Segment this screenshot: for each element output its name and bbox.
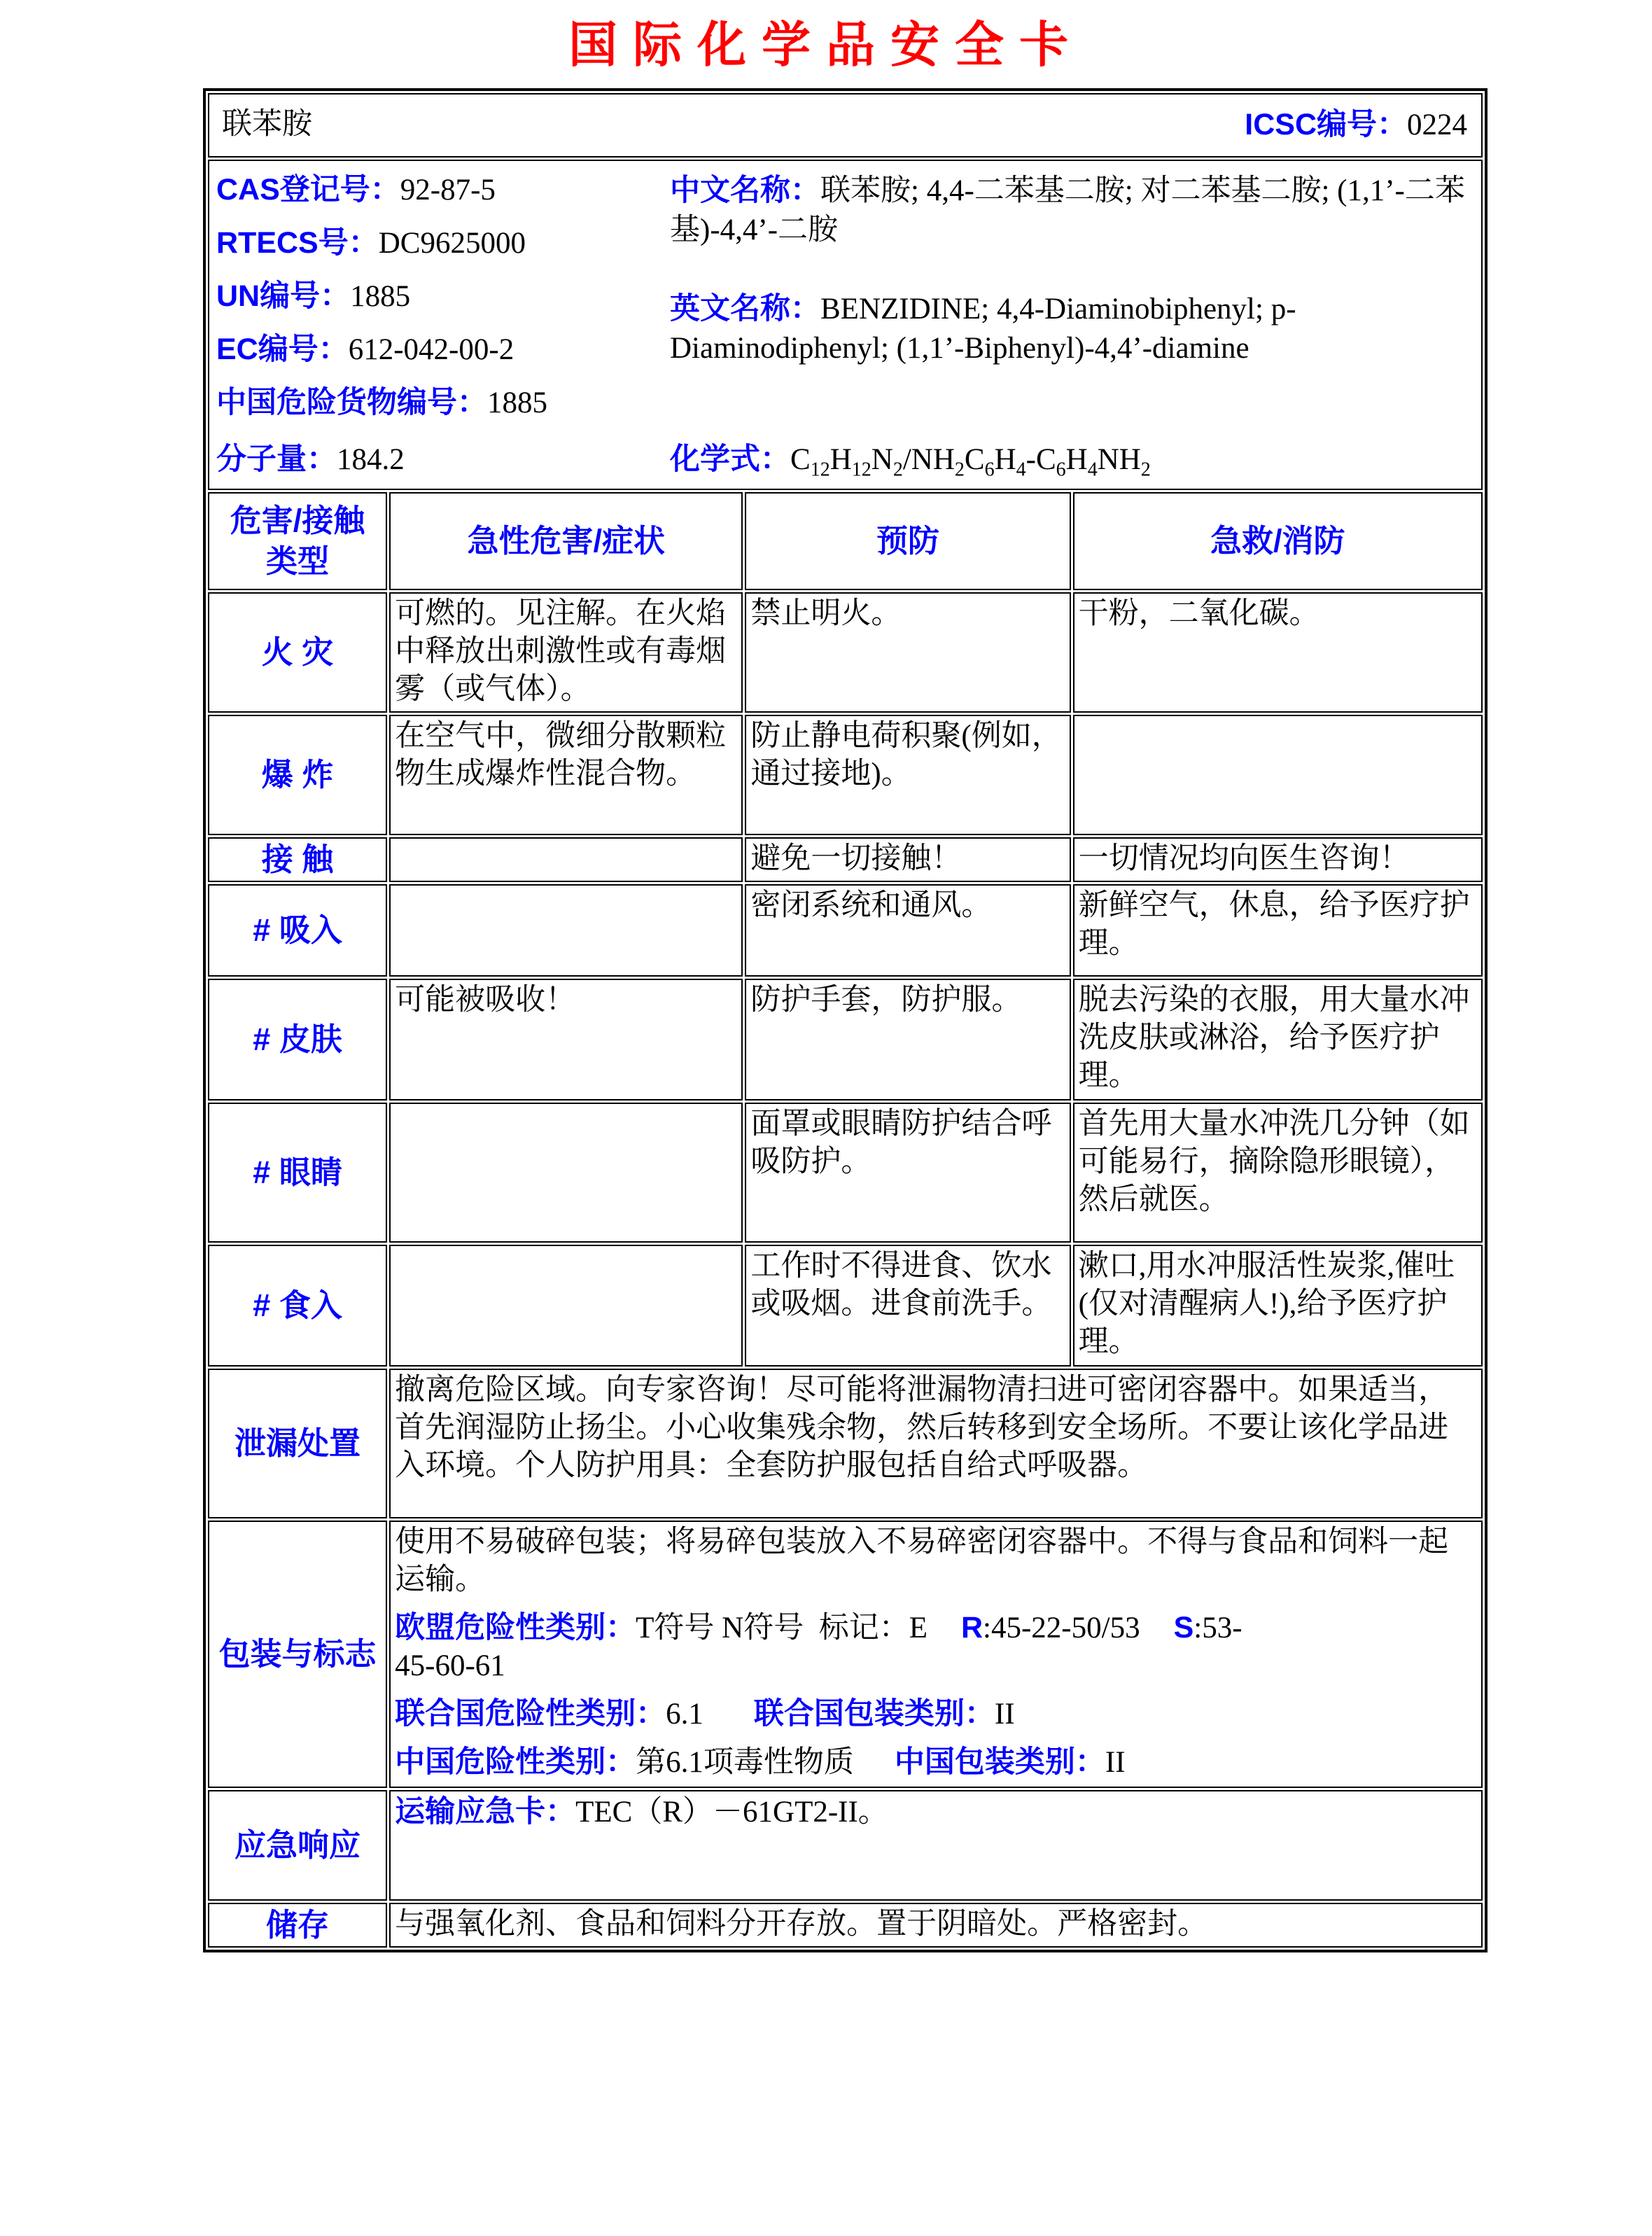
cn-packing-label: 中国包装类别： bbox=[894, 1745, 1105, 1779]
identification-cell bbox=[208, 160, 1483, 490]
hazard-type-label: 接 触 bbox=[208, 837, 387, 882]
hazard-header-row bbox=[208, 492, 1483, 590]
storage-row bbox=[208, 1903, 1483, 1948]
un-packing-label: 联合国包装类别： bbox=[753, 1697, 995, 1731]
eu-class-value: T符号 N符号 标记：E bbox=[636, 1612, 927, 1644]
first-aid-cell: 首先用大量水冲洗几分钟（如可能易行，摘除隐形眼镜），然后就医。 bbox=[1073, 1103, 1483, 1243]
header-hazard-type: 危害/接触类型 bbox=[208, 492, 387, 590]
hazard-type-label: # 吸入 bbox=[208, 884, 387, 977]
r-phrases-label: R bbox=[960, 1611, 983, 1644]
packaging-intro: 使用不易破碎包装；将易碎包装放入不易碎密闭容器中。不得与食品和饲料一起运输。 bbox=[395, 1525, 1449, 1596]
storage-label: 储存 bbox=[208, 1903, 387, 1948]
name-cell bbox=[208, 93, 1483, 158]
emergency-response-content bbox=[389, 1790, 1483, 1901]
eu-classification-line bbox=[395, 1609, 1476, 1647]
tec-card-label: 运输应急卡： bbox=[395, 1795, 576, 1829]
chemical-formula: $C_{12}H_{12}N_2/NH_2C_6H_4-C_6H_4NH_2$ bbox=[790, 443, 1151, 481]
hazard-row-exposure bbox=[208, 837, 1483, 882]
un-classification-line bbox=[395, 1695, 1476, 1733]
prevention-cell: 防护手套，防护服。 bbox=[745, 979, 1070, 1100]
spill-disposal-content: 撤离危险区域。向专家咨询！尽可能将泄漏物清扫进可密闭容器中。如果适当，首先润湿防止扬尘。小心收集残余物，然后转移到安全场所。不要让该化学品进入环境。个人防护用具：全套防护服包括自给式呼吸器。 bbox=[389, 1369, 1483, 1518]
china-dg-number-line: 中国危险货物编号：1885 bbox=[216, 386, 547, 419]
un-number-line: UN编号：1885 bbox=[216, 279, 411, 313]
tec-card-value: TEC（R）－61GT2-II。 bbox=[575, 1796, 888, 1829]
emergency-response-row bbox=[208, 1790, 1483, 1901]
un-class-label: 联合国危险性类别： bbox=[395, 1697, 666, 1731]
icsc-card-table bbox=[203, 88, 1488, 1952]
symptoms-cell bbox=[389, 884, 743, 977]
symptoms-cell bbox=[389, 1245, 743, 1367]
prevention-cell: 面罩或眼睛防护结合呼吸防护。 bbox=[745, 1103, 1070, 1243]
english-name-paragraph: 英文名称：BENZIDINE; 4,4-Diaminobiphenyl; p-Diaminodiphenyl; (1,1’-Biphenyl)-4,4’-diamine bbox=[670, 292, 1296, 365]
identification-row bbox=[208, 160, 1483, 490]
first-aid-cell: 干粉，二氧化碳。 bbox=[1073, 592, 1483, 713]
symptoms-cell: 可燃的。见注解。在火焰中释放出刺激性或有毒烟雾（或气体）。 bbox=[389, 592, 743, 713]
cn-classification-line bbox=[395, 1743, 1476, 1782]
prevention-cell: 避免一切接触！ bbox=[745, 837, 1070, 882]
hazard-type-label: # 眼睛 bbox=[208, 1103, 387, 1243]
spill-disposal-label: 泄漏处置 bbox=[208, 1369, 387, 1518]
symptoms-cell bbox=[389, 837, 743, 882]
substance-name: 联苯胺 bbox=[222, 108, 312, 141]
cn-packing-value: II bbox=[1105, 1746, 1126, 1779]
chinese-name-paragraph: 中文名称：联苯胺; 4,4-二苯基二胺; 对二苯基二胺; (1,1’-二苯基)-4,4’-二胺 bbox=[670, 174, 1465, 246]
storage-content: 与强氧化剂、食品和饲料分开存放。置于阴暗处。严格密封。 bbox=[389, 1903, 1483, 1948]
hazard-type-label: # 皮肤 bbox=[208, 979, 387, 1100]
r-phrases-value: :45-22-50/53 bbox=[983, 1612, 1140, 1644]
hazard-row-eyes bbox=[208, 1103, 1483, 1243]
header-symptoms: 急性危害/症状 bbox=[389, 492, 743, 590]
hazard-type-label: 爆 炸 bbox=[208, 715, 387, 835]
icsc-document-page bbox=[0, 17, 1652, 2236]
s-phrases-label: S bbox=[1173, 1611, 1194, 1644]
packaging-label: 包装与标志 bbox=[208, 1521, 387, 1788]
header-first-aid: 急救/消防 bbox=[1073, 492, 1483, 590]
spill-disposal-row bbox=[208, 1369, 1483, 1518]
icsc-number-value: 0224 bbox=[1407, 108, 1467, 141]
hazard-row-fire bbox=[208, 592, 1483, 713]
symptoms-cell bbox=[389, 1103, 743, 1243]
prevention-cell: 防止静电荷积聚(例如，通过接地)。 bbox=[745, 715, 1070, 835]
un-packing-value: II bbox=[994, 1698, 1015, 1731]
packaging-content bbox=[389, 1521, 1483, 1788]
molecular-weight-line: 分子量：184.2 bbox=[216, 442, 405, 476]
chemical-formula-line: 化学式：$C_{12}H_{12}N_2/NH_2C_6H_4-C_6H_4NH_2$ bbox=[670, 442, 1151, 481]
hazard-row-inhalation bbox=[208, 884, 1483, 977]
page-title: 国际化学品安全卡 bbox=[568, 18, 1084, 72]
first-aid-cell bbox=[1073, 715, 1483, 835]
symptoms-cell: 可能被吸收！ bbox=[389, 979, 743, 1100]
first-aid-cell: 一切情况均向医生咨询！ bbox=[1073, 837, 1483, 882]
first-aid-cell: 漱口,用水冲服活性炭浆,催吐(仅对清醒病人!),给予医疗护理。 bbox=[1073, 1245, 1483, 1367]
header-prevention: 预防 bbox=[745, 492, 1070, 590]
cas-number-line: CAS登记号：92-87-5 bbox=[216, 173, 496, 207]
emergency-response-label: 应急响应 bbox=[208, 1790, 387, 1901]
packaging-row bbox=[208, 1521, 1483, 1788]
prevention-cell: 工作时不得进食、饮水或吸烟。进食前洗手。 bbox=[745, 1245, 1070, 1367]
s-phrases-continuation: 45-60-61 bbox=[395, 1649, 505, 1682]
prevention-cell: 禁止明火。 bbox=[745, 592, 1070, 713]
hazard-type-label: # 食入 bbox=[208, 1245, 387, 1367]
rtecs-number-line: RTECS号：DC9625000 bbox=[216, 226, 526, 260]
s-phrases-value: :53- bbox=[1194, 1612, 1242, 1644]
first-aid-cell: 新鲜空气，休息，给予医疗护理。 bbox=[1073, 884, 1483, 977]
first-aid-cell: 脱去污染的衣服，用大量水冲洗皮肤或淋浴，给予医疗护理。 bbox=[1073, 979, 1483, 1100]
eu-class-label: 欧盟危险性类别： bbox=[395, 1611, 636, 1644]
cn-class-label: 中国危险性类别： bbox=[395, 1745, 636, 1779]
hazard-type-label: 火 灾 bbox=[208, 592, 387, 713]
registry-numbers-column bbox=[216, 171, 670, 479]
hazard-row-explosion bbox=[208, 715, 1483, 835]
hazard-row-ingestion bbox=[208, 1245, 1483, 1367]
un-class-value: 6.1 bbox=[666, 1698, 704, 1731]
icsc-number bbox=[1245, 106, 1467, 144]
prevention-cell: 密闭系统和通风。 bbox=[745, 884, 1070, 977]
ec-number-line: EC编号：612-042-00-2 bbox=[216, 333, 514, 366]
cn-class-value: 第6.1项毒性物质 bbox=[636, 1746, 854, 1779]
icsc-number-label: ICSC编号： bbox=[1245, 107, 1407, 141]
hazard-row-skin bbox=[208, 979, 1483, 1100]
symptoms-cell: 在空气中，微细分散颗粒物生成爆炸性混合物。 bbox=[389, 715, 743, 835]
name-row bbox=[208, 93, 1483, 158]
names-column bbox=[670, 171, 1476, 479]
